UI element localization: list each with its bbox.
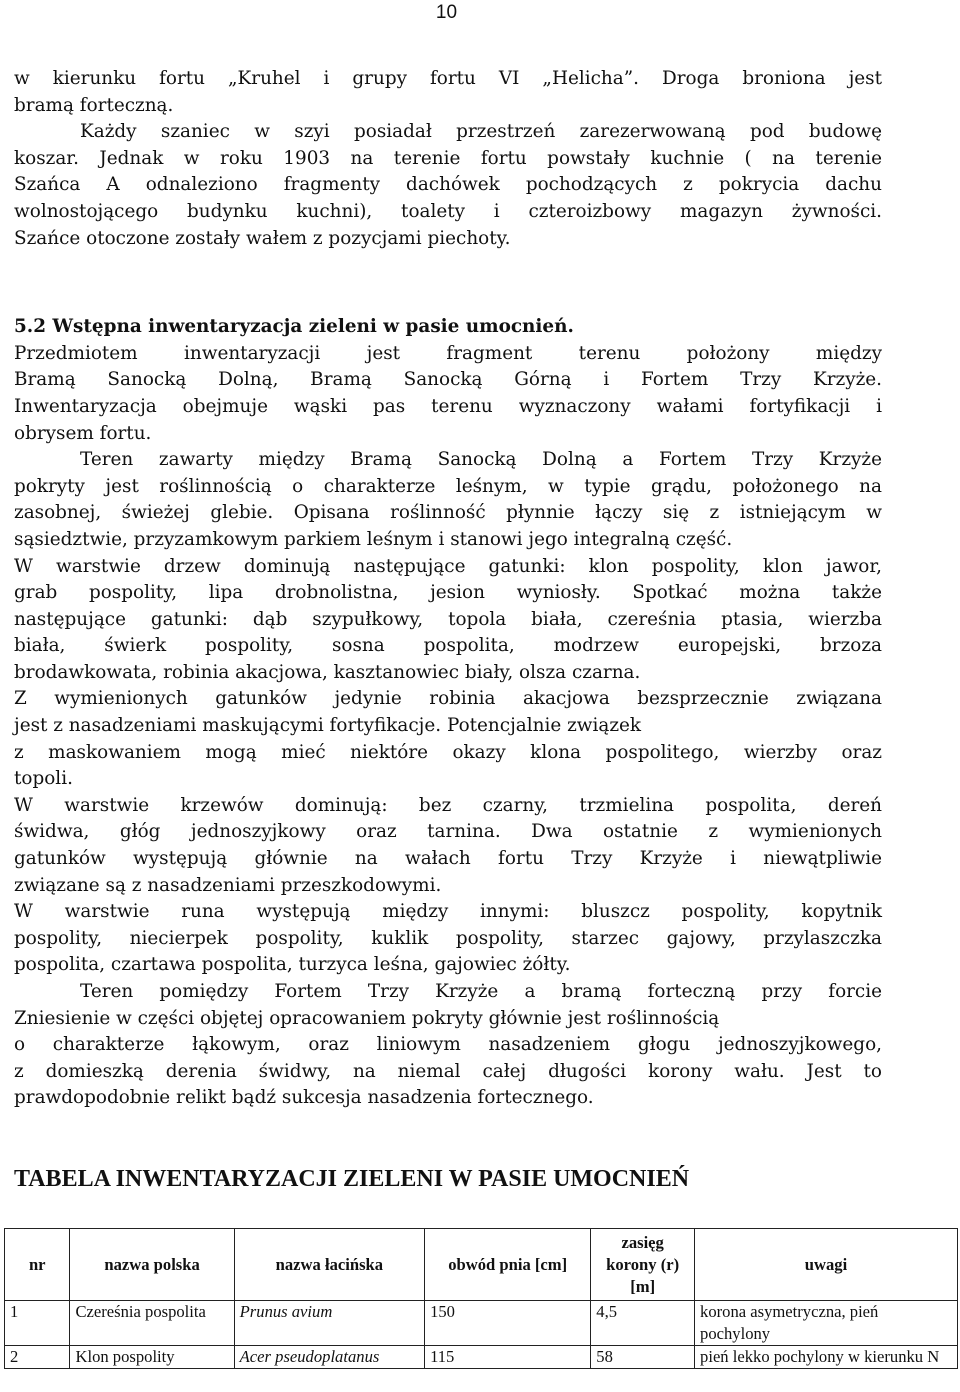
text-line: koszar. Jednak w roku 1903 na terenie fortu powstały kuchnie ( na terenie [14,147,882,169]
text-line: biała, świerk pospolity, sosna pospolita, modrzew europejski, brzoza [14,635,882,657]
text-line: W warstwie drzew dominują następujące gatunki: klon pospolity, klon jawor, [14,555,882,577]
text-line: jest z nasadzeniami maskującymi fortyfikacje. Potencjalnie związek [14,715,642,737]
text-line: topoli. [14,768,73,790]
text-line: pospolity, niecierpek pospolity, kuklik pospolity, starzec gajowy, przylaszczka [14,927,882,949]
text-line: pokryty jest roślinnością o charakterze leśnym, w typie grądu, położonego na [14,475,882,497]
cell-nazwa-polska: Klon pospolity [70,1346,234,1369]
table-row [5,1346,958,1369]
text-line: Teren pomiędzy Fortem Trzy Krzyże a bramą forteczną przy forcie [80,981,882,1002]
text-line: zasobnej, świeżej glebie. Opisana roślinność płynnie łączy się z istniejącym w [14,502,882,524]
header-uwagi: uwagi [695,1229,958,1301]
page-number: 10 [435,2,458,23]
inventory-table [4,1228,958,1369]
cell-zasieg-korony: 58 [591,1346,695,1369]
text-line: grab pospolity, lipa drobnolistna, jesion wyniosły. Spotkać można także [14,582,882,604]
table-header-row [5,1229,958,1301]
header-zasieg-korony: zasięg korony (r) [m] [591,1229,695,1301]
cell-nazwa-polska: Czereśnia pospolita [70,1301,234,1346]
cell-nazwa-lacinska: Prunus avium [234,1301,424,1346]
text-line: Z wymienionych gatunków jedynie robinia akacjowa bezsprzecznie związana [14,688,882,710]
text-line: z maskowaniem mogą mieć niektóre okazy klona pospolitego, wierzby oraz [14,741,882,763]
cell-obwod-pnia: 150 [425,1301,591,1346]
header-obwod-pnia: obwód pnia [cm] [425,1229,591,1301]
text-line: W warstwie krzewów dominują: bez czarny, trzmielina pospolita, dereń [14,794,882,816]
text-line: związane są z nasadzeniami przeszkodowymi. [14,874,442,896]
text-line: pospolita, czartawa pospolita, turzyca leśna, gajowiec żółty. [14,954,571,976]
text-line: bramą forteczną. [14,94,174,116]
cell-nazwa-lacinska: Acer pseudoplatanus [234,1346,424,1369]
text-line: o charakterze łąkowym, oraz liniowym nasadzeniem głogu jednoszyjkowego, [14,1034,882,1056]
text-line: brodawkowata, robinia akacjowa, kasztanowiec biały, olsza czarna. [14,661,641,683]
text-line: Szańca A odnaleziono fragmenty dachówek pochodzących z pokrycia dachu [14,174,882,196]
table-row [5,1301,958,1346]
text-line: Inwentaryzacja obejmuje wąski pas terenu wyznaczony wałami fortyfikacji i [14,395,882,417]
header-nazwa-lacinska: nazwa łacińska [234,1229,424,1301]
text-line: Każdy szaniec w szyi posiadał przestrzeń zarezerwowaną pod budowę [80,121,882,143]
cell-obwod-pnia: 115 [425,1346,591,1369]
text-line: z domieszką derenia świdwy, na niemal całej długości korony wału. Jest to [14,1060,882,1082]
text-line: sąsiedztwie, przyzamkowym parkiem leśnym i stanowi jego integralną część. [14,528,733,550]
text-line: gatunków występują głównie na wałach fortu Trzy Krzyże i niewątpliwie [14,848,882,870]
text-line: świdwa, głóg jednoszyjkowy oraz tarnina. Dwa ostatnie z wymienionych [14,821,882,843]
header-nazwa-polska: nazwa polska [70,1229,234,1301]
text-line: Zniesienie w części objętej opracowaniem pokryty głównie jest roślinnością [14,1007,720,1029]
text-line: Bramą Sanocką Dolną, Bramą Sanocką Górną i Fortem Trzy Krzyże. [14,369,882,391]
section-heading: 5.2 Wstępna inwentaryzacja zieleni w pasie umocnień. [14,316,574,338]
text-line: wolnostojącego budynku kuchni), toalety i czteroizbowy magazyn żywności. [14,200,882,222]
cell-uwagi: pień lekko pochylony w kierunku N [695,1346,958,1369]
header-nr: nr [5,1229,70,1301]
cell-uwagi: korona asymetryczna, pień pochylony [695,1301,958,1346]
text-line: Szańce otoczone zostały wałem z pozycjami piechoty. [14,227,511,249]
text-line: Teren zawarty między Bramą Sanocką Dolną a Fortem Trzy Krzyże [80,449,882,471]
text-line: W warstwie runa występują między innymi: bluszcz pospolity, kopytnik [14,901,882,923]
text-line: obrysem fortu. [14,422,152,444]
text-line: w kierunku fortu „Kruhel i grupy fortu VI „Helicha”. Droga broniona jest [14,68,882,89]
cell-zasieg-korony: 4,5 [591,1301,695,1346]
document-body [14,66,882,1112]
cell-nr: 1 [5,1301,70,1346]
text-line: Przedmiotem inwentaryzacji jest fragment terenu położony między [14,342,882,364]
cell-nr: 2 [5,1346,70,1369]
table-title: TABELA INWENTARYZACJI ZIELENI W PASIE UMOCNIEŃ [14,1166,690,1192]
text-line: następujące gatunki: dąb szypułkowy, topola biała, czereśnia ptasia, wierzba [14,608,882,630]
text-line: prawdopodobnie relikt bądź sukcesja nasadzenia fortecznego. [14,1087,594,1109]
